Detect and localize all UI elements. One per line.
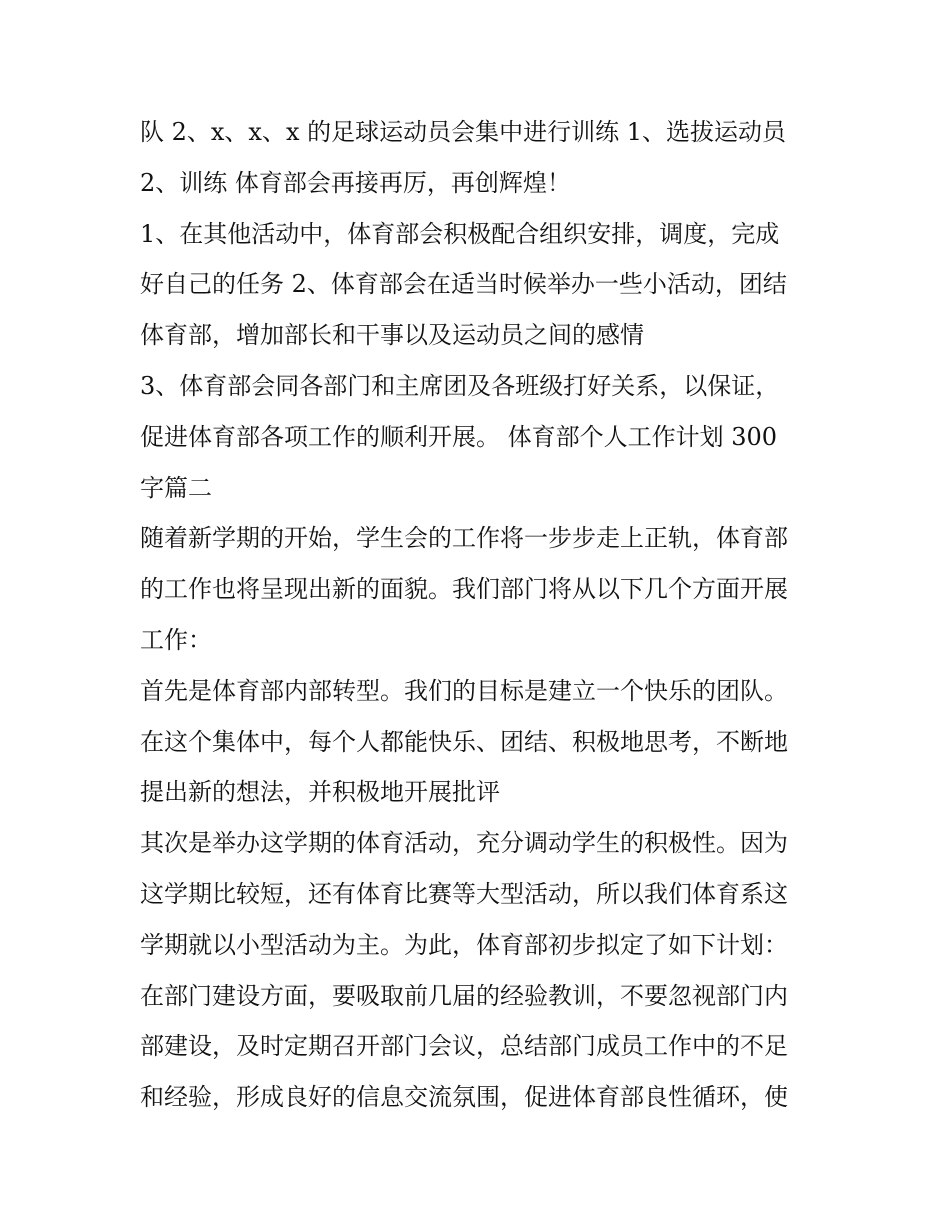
text-line: 队 2、x、x、x 的足球运动员会集中进行训练 1、选拔运动员 xyxy=(140,118,787,146)
text-line: 体育部，增加部长和干事以及运动员之间的感情 xyxy=(140,321,644,350)
text-line: 3、体育部会同各部门和主席团及各班级打好关系，以保证， xyxy=(140,371,780,400)
text-line: 其次是举办这学期的体育活动，充分调动学生的积极性。因为 xyxy=(140,829,788,858)
text-line: 部建设，及时定期召开部门会议，总结部门成员工作中的不足 xyxy=(140,1032,788,1061)
body-text xyxy=(140,107,830,1123)
text-line: 2、训练 体育部会再接再厉，再创辉煌！ xyxy=(140,168,571,197)
text-line: 在部门建设方面，要吸取前几届的经验教训，不要忽视部门内 xyxy=(140,981,788,1010)
text-line: 工作： xyxy=(140,625,212,654)
text-line: 1、在其他活动中，体育部会积极配合组织安排，调度，完成 xyxy=(140,219,780,248)
text-line: 好自己的任务 2、体育部会在适当时候举办一些小活动，团结 xyxy=(140,270,787,299)
text-line: 在这个集体中，每个人都能快乐、团结、积极地思考，不断地 xyxy=(140,727,788,756)
text-line: 和经验，形成良好的信息交流氛围，促进体育部良性循环，使 xyxy=(140,1083,788,1112)
text-line: 学期就以小型活动为主。为此，体育部初步拟定了如下计划： xyxy=(140,930,788,959)
text-line: 随着新学期的开始，学生会的工作将一步步走上正轨，体育部 xyxy=(140,524,788,553)
text-line: 提出新的想法，并积极地开展批评 xyxy=(140,778,500,807)
text-line: 的工作也将呈现出新的面貌。我们部门将从以下几个方面开展 xyxy=(140,575,788,604)
text-line: 促进体育部各项工作的顺利开展。 体育部个人工作计划 300 xyxy=(140,422,778,451)
text-line: 这学期比较短，还有体育比赛等大型活动，所以我们体育系这 xyxy=(140,879,788,908)
section-heading: 字篇二 xyxy=(140,473,212,502)
text-line: 首先是体育部内部转型。我们的目标是建立一个快乐的团队。 xyxy=(140,676,788,705)
